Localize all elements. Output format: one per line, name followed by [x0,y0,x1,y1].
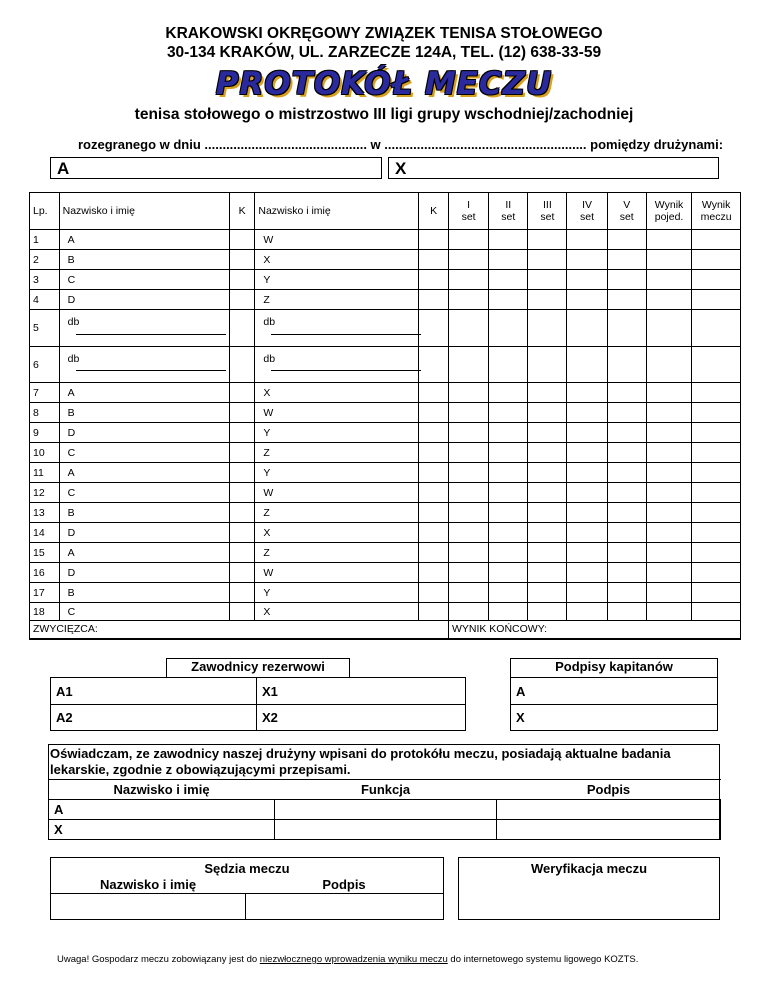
set-3-score[interactable] [528,583,567,603]
match-result[interactable] [692,310,741,347]
set-5-score[interactable] [607,270,646,290]
player-a[interactable]: db [59,347,229,383]
match-result[interactable] [692,290,741,310]
match-result[interactable] [692,523,741,543]
player-x[interactable]: Z [255,543,419,563]
row-number: 16 [30,563,60,583]
row-number: 10 [30,443,60,463]
header-line-1: KRAKOWSKI OKRĘGOWY ZWIĄZEK TENISA STOŁOWEGO [165,25,603,42]
k-x[interactable] [419,523,449,543]
player-a[interactable]: C [59,483,229,503]
player-x[interactable]: Z [255,503,419,523]
player-x[interactable]: db [255,347,419,383]
table-row [30,443,741,463]
player-x[interactable]: X [255,383,419,403]
set-4-score[interactable] [567,583,607,603]
header-k-x: K [419,193,449,230]
table-row [30,563,741,583]
player-a[interactable]: C [59,270,229,290]
k-a[interactable] [229,403,254,423]
player-x[interactable]: db [255,310,419,347]
set-1-score[interactable] [448,443,488,463]
set-4-score[interactable] [567,463,607,483]
set-5-score[interactable] [607,310,646,347]
k-x[interactable] [419,290,449,310]
player-a[interactable]: D [59,523,229,543]
k-x[interactable] [419,270,449,290]
final-result-field[interactable]: WYNIK KOŃCOWY: [448,621,740,639]
table-row [30,403,741,423]
set-2-score[interactable] [489,443,528,463]
single-result[interactable] [646,347,691,383]
row-number: 12 [30,483,60,503]
row-number: 5 [30,310,60,347]
set-1-score[interactable] [448,230,488,250]
reserves-title-frame [166,658,350,678]
match-result[interactable] [692,347,741,383]
k-a[interactable] [229,290,254,310]
k-x[interactable] [419,483,449,503]
single-result[interactable] [646,603,691,621]
match-result[interactable] [692,250,741,270]
k-a[interactable] [229,443,254,463]
match-result[interactable] [692,603,741,621]
player-a[interactable]: A [59,383,229,403]
reserves-title: Zawodnicy rezerwowi [166,659,350,674]
player-x[interactable]: Y [255,463,419,483]
table-row [30,290,741,310]
set-1-score[interactable] [448,583,488,603]
single-result[interactable] [646,250,691,270]
single-result[interactable] [646,463,691,483]
set-3-score[interactable] [528,403,567,423]
single-result[interactable] [646,583,691,603]
set-1-score[interactable] [448,347,488,383]
match-result[interactable] [692,270,741,290]
k-x[interactable] [419,463,449,483]
k-x[interactable] [419,583,449,603]
set-3-score[interactable] [528,563,567,583]
single-result[interactable] [646,290,691,310]
set-2-score[interactable] [489,603,528,621]
row-number: 8 [30,403,60,423]
verification-title: Weryfikacja meczu [530,861,648,876]
declaration-a-function[interactable] [275,800,497,820]
table-row [30,503,741,523]
single-result[interactable] [646,310,691,347]
set-1-score[interactable] [448,523,488,543]
row-number: 11 [30,463,60,483]
declaration-text: Oświadczam, ze zawodnicy naszej drużyny wpisani do protokółu meczu, posiadają aktualne badania lekarskie, zgodnie z obowiązującymi przepisami. [50,746,671,777]
set-4-score[interactable] [567,250,607,270]
set-2-score[interactable] [489,290,528,310]
captains-title: Podpisy kapitanów [511,659,717,674]
table-row [30,250,741,270]
set-3-score[interactable] [528,503,567,523]
match-result[interactable] [692,543,741,563]
set-4-score[interactable] [567,383,607,403]
set-3-score[interactable] [528,523,567,543]
games-table [29,192,741,640]
set-2-score[interactable] [489,310,528,347]
set-4-score[interactable] [567,270,607,290]
k-x[interactable] [419,563,449,583]
captains-table [510,677,718,731]
set-2-score[interactable] [489,543,528,563]
set-5-score[interactable] [607,290,646,310]
row-number: 3 [30,270,60,290]
k-x[interactable] [419,443,449,463]
header-name-x: Nazwisko i imię [255,193,419,230]
set-2-score[interactable] [489,503,528,523]
declaration-table [48,779,721,840]
single-result[interactable] [646,563,691,583]
player-x[interactable]: X [255,603,419,621]
table-row [30,483,741,503]
set-2-score[interactable] [489,483,528,503]
set-5-score[interactable] [607,250,646,270]
set-1-score[interactable] [448,543,488,563]
header-set-4: IV set [567,193,607,230]
reserve-x2[interactable]: X2 [257,705,466,731]
set-4-score[interactable] [567,230,607,250]
reserve-x1[interactable]: X1 [257,678,466,705]
captain-x[interactable]: X [511,705,718,731]
player-x[interactable]: W [255,483,419,503]
single-result[interactable] [646,383,691,403]
player-a[interactable]: A [59,230,229,250]
set-1-score[interactable] [448,383,488,403]
table-row [30,423,741,443]
player-a[interactable]: C [59,603,229,621]
protocol-logo: PROTOKÓŁ MECZU [215,66,553,102]
set-1-score[interactable] [448,503,488,523]
set-2-score[interactable] [489,250,528,270]
set-3-score[interactable] [528,270,567,290]
header-lp: Lp. [30,193,60,230]
match-result[interactable] [692,483,741,503]
row-number: 17 [30,583,60,603]
set-4-score[interactable] [567,423,607,443]
set-5-score[interactable] [607,603,646,621]
set-5-score[interactable] [607,483,646,503]
k-x[interactable] [419,423,449,443]
match-result[interactable] [692,583,741,603]
set-5-score[interactable] [607,383,646,403]
set-3-score[interactable] [528,290,567,310]
set-5-score[interactable] [607,443,646,463]
set-2-score[interactable] [489,347,528,383]
set-4-score[interactable] [567,290,607,310]
set-1-score[interactable] [448,310,488,347]
set-5-score[interactable] [607,463,646,483]
player-a[interactable]: B [59,503,229,523]
match-result[interactable] [692,383,741,403]
set-1-score[interactable] [448,563,488,583]
set-3-score[interactable] [528,423,567,443]
k-a[interactable] [229,523,254,543]
reserve-a2[interactable]: A2 [51,705,257,731]
set-4-score[interactable] [567,310,607,347]
k-a[interactable] [229,463,254,483]
k-a[interactable] [229,603,254,621]
declaration-col-function: Funkcja [275,780,497,800]
match-result[interactable] [692,463,741,483]
set-3-score[interactable] [528,230,567,250]
set-5-score[interactable] [607,563,646,583]
player-a[interactable]: D [59,290,229,310]
k-a[interactable] [229,383,254,403]
row-number: 15 [30,543,60,563]
row-number: 6 [30,347,60,383]
table-row [30,543,741,563]
row-number: 1 [30,230,60,250]
player-x[interactable]: W [255,403,419,423]
set-1-score[interactable] [448,423,488,443]
k-x[interactable] [419,347,449,383]
player-x[interactable]: Y [255,423,419,443]
team-x-label: X [395,159,407,178]
single-result[interactable] [646,483,691,503]
set-4-score[interactable] [567,563,607,583]
declaration-x-function[interactable] [275,820,497,840]
set-2-score[interactable] [489,583,528,603]
set-5-score[interactable] [607,403,646,423]
table-row [30,347,741,383]
table-row [30,523,741,543]
set-1-score[interactable] [448,463,488,483]
table-row [30,270,741,290]
set-3-score[interactable] [528,603,567,621]
team-x-box[interactable] [388,157,719,179]
set-1-score[interactable] [448,270,488,290]
match-result[interactable] [692,443,741,463]
k-a[interactable] [229,583,254,603]
k-x[interactable] [419,383,449,403]
k-x[interactable] [419,503,449,523]
declaration-x[interactable]: X [49,820,275,840]
match-result[interactable] [692,230,741,250]
player-a[interactable]: A [59,463,229,483]
k-a[interactable] [229,423,254,443]
set-2-score[interactable] [489,383,528,403]
player-x[interactable]: Y [255,583,419,603]
set-1-score[interactable] [448,603,488,621]
set-5-score[interactable] [607,543,646,563]
winner-field[interactable]: ZWYCIĘZCA: [30,621,449,639]
set-4-score[interactable] [567,603,607,621]
reserves-table [50,677,466,731]
table-row [30,463,741,483]
player-a[interactable]: B [59,583,229,603]
set-2-score[interactable] [489,423,528,443]
set-2-score[interactable] [489,523,528,543]
k-a[interactable] [229,483,254,503]
k-a[interactable] [229,250,254,270]
set-5-score[interactable] [607,347,646,383]
k-x[interactable] [419,310,449,347]
player-x[interactable]: W [255,563,419,583]
declaration-a-signature[interactable] [497,800,721,820]
k-a[interactable] [229,310,254,347]
declaration-col-name: Nazwisko i imię [49,780,275,800]
k-a[interactable] [229,543,254,563]
set-1-score[interactable] [448,483,488,503]
set-1-score[interactable] [448,403,488,423]
table-row [30,603,741,621]
set-3-score[interactable] [528,383,567,403]
k-x[interactable] [419,543,449,563]
set-5-score[interactable] [607,503,646,523]
declaration-col-signature: Podpis [497,780,721,800]
table-row [30,583,741,603]
header-k-a: K [229,193,254,230]
set-4-score[interactable] [567,543,607,563]
player-a[interactable]: A [59,543,229,563]
match-result[interactable] [692,403,741,423]
single-result[interactable] [646,443,691,463]
set-5-score[interactable] [607,583,646,603]
match-result[interactable] [692,563,741,583]
single-result[interactable] [646,543,691,563]
row-number: 9 [30,423,60,443]
declaration-x-signature[interactable] [497,820,721,840]
row-number: 18 [30,603,60,621]
set-4-score[interactable] [567,403,607,423]
set-2-score[interactable] [489,463,528,483]
summary-row [30,621,741,639]
k-a[interactable] [229,563,254,583]
set-1-score[interactable] [448,250,488,270]
set-3-score[interactable] [528,250,567,270]
table-row [30,230,741,250]
player-a[interactable]: db [59,310,229,347]
footer-note: Uwaga! Gospodarz meczu zobowiązany jest do niezwłocznego wprowadzenia wyniku meczu do internetowego systemu ligowego KOZTS. [57,954,639,965]
subtitle: tenisa stołowego o mistrzostwo III ligi grupy wschodniej/zachodniej [134,106,634,123]
header-set-2: II set [489,193,528,230]
player-a[interactable]: D [59,563,229,583]
single-result[interactable] [646,270,691,290]
set-3-score[interactable] [528,543,567,563]
set-4-score[interactable] [567,347,607,383]
header-set-1: I set [448,193,488,230]
table-row [30,310,741,347]
single-result[interactable] [646,230,691,250]
row-number: 4 [30,290,60,310]
single-result[interactable] [646,403,691,423]
set-4-score[interactable] [567,483,607,503]
header-set-5: V set [607,193,646,230]
player-x[interactable]: W [255,230,419,250]
player-a[interactable]: D [59,423,229,443]
captain-a[interactable]: A [511,678,718,705]
set-3-score[interactable] [528,347,567,383]
referee-name-field[interactable] [51,894,244,919]
set-4-score[interactable] [567,503,607,523]
player-x[interactable]: X [255,523,419,543]
k-x[interactable] [419,403,449,423]
row-number: 2 [30,250,60,270]
set-3-score[interactable] [528,310,567,347]
header-match-result: Wynik meczu [692,193,741,230]
referee-col-name: Nazwisko i imię [99,877,197,892]
set-5-score[interactable] [607,423,646,443]
referee-title: Sędzia meczu [204,861,290,876]
match-meta-line: rozegranego w dniu ............................................. w ........................................................ pomiędzy drużynami: [78,137,724,152]
table-row [30,383,741,403]
header-line-2: 30-134 KRAKÓW, UL. ZARZECZE 124A, TEL. (12) 638-33-59 [166,44,602,61]
player-a[interactable]: B [59,403,229,423]
single-result[interactable] [646,523,691,543]
k-a[interactable] [229,230,254,250]
set-2-score[interactable] [489,270,528,290]
set-2-score[interactable] [489,403,528,423]
set-2-score[interactable] [489,563,528,583]
row-number: 7 [30,383,60,403]
header-set-3: III set [528,193,567,230]
set-4-score[interactable] [567,523,607,543]
declaration-a[interactable]: A [49,800,275,820]
player-a[interactable]: C [59,443,229,463]
k-x[interactable] [419,603,449,621]
set-3-score[interactable] [528,483,567,503]
single-result[interactable] [646,503,691,523]
set-4-score[interactable] [567,443,607,463]
set-3-score[interactable] [528,443,567,463]
player-x[interactable]: X [255,250,419,270]
k-a[interactable] [229,347,254,383]
referee-signature-field[interactable] [246,894,443,919]
k-a[interactable] [229,270,254,290]
match-result[interactable] [692,503,741,523]
single-result[interactable] [646,423,691,443]
set-1-score[interactable] [448,290,488,310]
row-number: 14 [30,523,60,543]
referee-col-signature: Podpis [322,877,366,892]
set-2-score[interactable] [489,230,528,250]
player-x[interactable]: Z [255,443,419,463]
team-a-label: A [57,159,70,178]
set-5-score[interactable] [607,230,646,250]
player-a[interactable]: B [59,250,229,270]
player-x[interactable]: Z [255,290,419,310]
k-x[interactable] [419,230,449,250]
match-result[interactable] [692,423,741,443]
header-single-result: Wynik pojed. [646,193,691,230]
k-a[interactable] [229,503,254,523]
row-number: 13 [30,503,60,523]
header-name-a: Nazwisko i imię [59,193,229,230]
k-x[interactable] [419,250,449,270]
set-3-score[interactable] [528,463,567,483]
team-a-box[interactable] [50,157,382,179]
set-5-score[interactable] [607,523,646,543]
reserve-a1[interactable]: A1 [51,678,257,705]
player-x[interactable]: Y [255,270,419,290]
table-header-row [30,193,741,230]
